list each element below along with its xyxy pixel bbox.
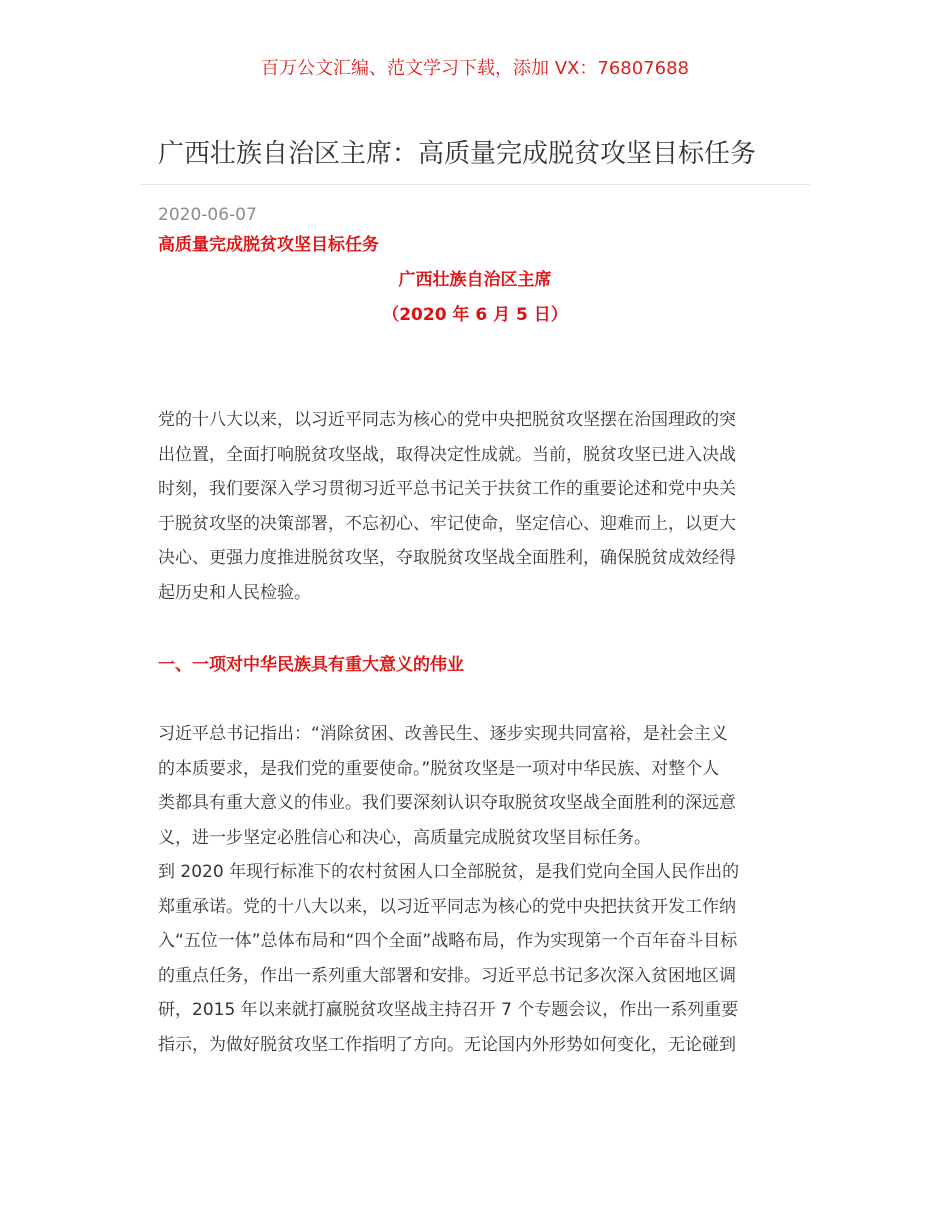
- section-heading: 一、一项对中华民族具有重大意义的伟业: [158, 655, 464, 675]
- page-title: 广西壮族自治区主席：高质量完成脱贫攻坚目标任务: [158, 139, 757, 169]
- paragraph-line: 起历史和人民检验。: [158, 582, 311, 603]
- paragraph-line: 的本质要求，是我们党的重要使命。”脱贫攻坚是一项对中华民族、对整个人: [158, 758, 720, 779]
- paragraph-section1-a: [158, 717, 794, 855]
- paragraph-line: 郑重承诺。党的十八大以来，以习近平同志为核心的党中央把扶贫开发工作纳: [158, 896, 736, 917]
- paragraph-line: 决心、更强力度推进脱贫攻坚，夺取脱贫攻坚战全面胜利，确保脱贫成效经得: [158, 548, 736, 568]
- speech-author: 广西壮族自治区主席: [398, 270, 552, 290]
- paragraph-line: 指示，为做好脱贫攻坚工作指明了方向。无论国内外形势如何变化，无论碰到: [158, 1034, 736, 1055]
- paragraph-line: 入“五位一体”总体布局和“四个全面”战略布局，作为实现第一个百年奋斗目标: [158, 931, 738, 951]
- paragraph-line: 于脱贫攻坚的决策部署，不忘初心、牢记使命，坚定信心、迎难而上，以更大: [158, 513, 736, 534]
- paragraph-section1-b: [158, 855, 794, 1062]
- paragraph-line: 义，进一步坚定必胜信心和决心，高质量完成脱贫攻坚目标任务。: [158, 827, 651, 848]
- title-divider: [140, 184, 810, 185]
- paragraph-line: 研，2015 年以来就打赢脱贫攻坚战主持召开 7 个专题会议，作出一系列重要: [158, 1000, 739, 1020]
- paragraph-line: 到 2020 年现行标准下的农村贫困人口全部脱贫，是我们党向全国人民作出的: [158, 862, 740, 882]
- paragraph-line: 习近平总书记指出：“消除贫困、改善民生、逐步实现共同富裕，是社会主义: [158, 724, 728, 744]
- publish-date: 2020-06-07: [158, 205, 257, 225]
- speech-date: （2020 年 6 月 5 日）: [382, 305, 568, 325]
- paragraph-line: 出位置，全面打响脱贫攻坚战，取得决定性成就。当前，脱贫攻坚已进入决战: [158, 444, 736, 465]
- paragraph-line: 党的十八大以来，以习近平同志为核心的党中央把脱贫攻坚摆在治国理政的突: [158, 410, 736, 430]
- paragraph-intro: [158, 403, 794, 610]
- paragraph-line: 的重点任务，作出一系列重大部署和安排。习近平总书记多次深入贫困地区调: [158, 965, 736, 986]
- paragraph-line: 时刻，我们要深入学习贯彻习近平总书记关于扶贫工作的重要论述和党中央关: [158, 479, 736, 499]
- header-note: 百万公文汇编、范文学习下载，添加 VX：76807688: [261, 58, 689, 79]
- speech-subtitle: 高质量完成脱贫攻坚目标任务: [158, 235, 379, 255]
- paragraph-line: 类都具有重大意义的伟业。我们要深刻认识夺取脱贫攻坚战全面胜利的深远意: [158, 793, 736, 813]
